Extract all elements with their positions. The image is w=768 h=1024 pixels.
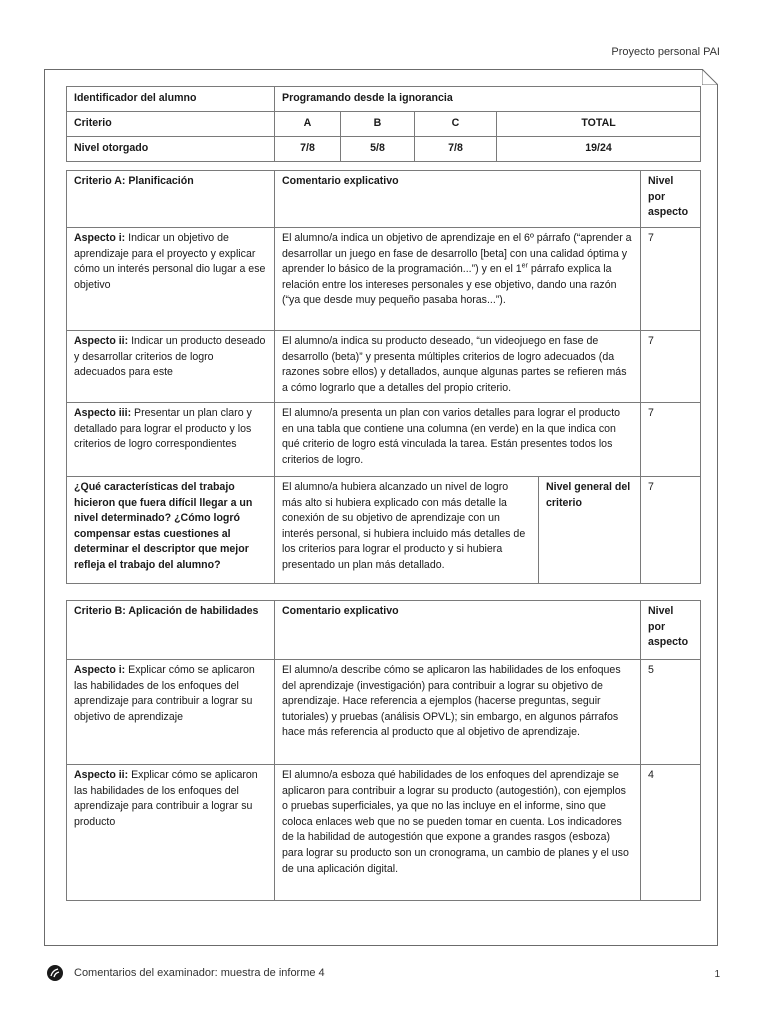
criterion-b-table xyxy=(66,600,701,901)
criterion-b-comment-heading: Comentario explicativo xyxy=(275,601,641,660)
level-total-value: 19/24 xyxy=(497,137,701,162)
summary-table xyxy=(66,86,701,162)
page-corner-fold xyxy=(702,69,718,85)
criterion-b-level-heading: Nivel por aspecto xyxy=(641,601,701,660)
criterion-a-general-level: 7 xyxy=(641,477,701,584)
criteria-b-header: B xyxy=(341,112,415,137)
aspect-level: 7 xyxy=(641,403,701,477)
summary-row-levels xyxy=(67,137,701,162)
criterion-a-table xyxy=(66,170,701,584)
level-b-value: 5/8 xyxy=(341,137,415,162)
aspect-name: Aspecto i: xyxy=(74,664,126,676)
criterion-b-aspect-row xyxy=(67,765,701,901)
aspect-name: Aspecto i: xyxy=(74,232,126,244)
aspect-name: Aspecto iii: xyxy=(74,407,132,419)
criterion-a-heading: Criterio A: Planificación xyxy=(67,171,275,228)
aspect-comment xyxy=(275,228,641,331)
header-project-title: Proyecto personal PAI xyxy=(611,46,720,58)
criteria-c-header: C xyxy=(415,112,497,137)
criterion-a-question-comment: El alumno/a hubiera alcanzado un nivel de logro más alto si hubiera explicado con más detalle la conexión de su objetivo de aprendizaje con un interés personal, si hubiera incluido más detalles de los criterios para lograr el producto y si hubiera presentado un plan más detallado. xyxy=(275,477,539,584)
student-id-value: Programando desde la ignorancia xyxy=(275,87,701,112)
summary-row-id xyxy=(67,87,701,112)
aspect-comment: El alumno/a indica su producto deseado, “un videojuego en fase de desarrollo (beta)” y presenta múltiples criterios de logro adecuados (da razones sobre ellos) y detallados, aunque algunas partes se refieren más a cómo lograrlo que a detalles del propio criterio. xyxy=(275,331,641,403)
criterion-a-header-row xyxy=(67,171,701,228)
aspect-description xyxy=(67,403,275,477)
criterion-a-level-heading: Nivel por aspecto xyxy=(641,171,701,228)
criteria-a-header: A xyxy=(275,112,341,137)
summary-row-criteria xyxy=(67,112,701,137)
aspect-comment: El alumno/a describe cómo se aplicaron las habilidades de los enfoques del aprendizaje (investigación) para contribuir a lograr su objetivo de aprendizaje. Hace referencia a ejemplos (hacerse preguntas, seguir tutoriales) y pruebas (análisis OPVL); sin embargo, en algunos párrafos hace más referencia al producto que al objetivo de aprendizaje. xyxy=(275,660,641,765)
aspect-comment-superscript: er xyxy=(521,262,528,270)
aspect-text: Indicar un producto deseado y desarrollar criterios de logro adecuados para este xyxy=(74,335,266,379)
aspect-comment: El alumno/a esboza qué habilidades de los enfoques del aprendizaje se aplicaron para contribuir a lograr su producto (autogestión), con ejemplos o pruebas superficiales, ya que no las incluye en el informe, sino que coloca enlaces web que no se pueden tomar en cuenta. Los indicadores de la habilidad de autogestión que expone a grandes rasgos (esboza) para lograr su producto son un cronograma, un cambio de planes y el uso de una aplicación digital. xyxy=(275,765,641,901)
criteria-label: Criterio xyxy=(67,112,275,137)
criterion-a-general-label: Nivel general del criterio xyxy=(539,477,641,584)
criteria-total-header: TOTAL xyxy=(497,112,701,137)
aspect-level: 7 xyxy=(641,228,701,331)
aspect-level: 4 xyxy=(641,765,701,901)
aspect-description xyxy=(67,660,275,765)
page-number: 1 xyxy=(714,969,720,980)
aspect-text: Explicar cómo se aplicaron las habilidades de los enfoques del aprendizaje para contribuir a lograr su producto xyxy=(74,769,258,828)
criterion-a-comment-heading: Comentario explicativo xyxy=(275,171,641,228)
aspect-comment-part2: párrafo explica la relación entre los intereses personales y ese objetivo, dando una razón (“ya que desde muy pequeño pasaba horas...”). xyxy=(282,263,617,307)
criterion-b-heading: Criterio B: Aplicación de habilidades xyxy=(67,601,275,660)
criterion-a-question-row xyxy=(67,477,701,584)
aspect-text: Indicar un objetivo de aprendizaje para el proyecto y explicar cómo un interés personal dio lugar a ese objetivo xyxy=(74,232,266,291)
criterion-b-aspect-row xyxy=(67,660,701,765)
aspect-level: 7 xyxy=(641,331,701,403)
aspect-level: 5 xyxy=(641,660,701,765)
aspect-comment-part1: El alumno/a indica un objetivo de aprendizaje en el 6º párrafo (“aprender a desarrollar un juego en fase de desarrollo [beta] con una calidad óptima y aprender lo básico de la programación...”) y en el 1 xyxy=(282,232,632,276)
level-awarded-label: Nivel otorgado xyxy=(67,137,275,162)
aspect-description xyxy=(67,331,275,403)
criterion-a-aspect-row xyxy=(67,331,701,403)
aspect-name: Aspecto ii: xyxy=(74,769,129,781)
level-c-value: 7/8 xyxy=(415,137,497,162)
footer-title: Comentarios del examinador: muestra de informe 4 xyxy=(74,967,325,979)
aspect-description xyxy=(67,228,275,331)
level-a-value: 7/8 xyxy=(275,137,341,162)
aspect-description xyxy=(67,765,275,901)
student-id-label: Identificador del alumno xyxy=(67,87,275,112)
criterion-a-aspect-row xyxy=(67,403,701,477)
criterion-b-header-row xyxy=(67,601,701,660)
aspect-text: Explicar cómo se aplicaron las habilidades de los enfoques del aprendizaje para contribuir a lograr su objetivo de aprendizaje xyxy=(74,664,255,723)
aspect-name: Aspecto ii: xyxy=(74,335,129,347)
criterion-a-aspect-row xyxy=(67,228,701,331)
criterion-a-question: ¿Qué características del trabajo hicieron que fuera difícil llegar a un nivel determinado? ¿Cómo logró compensar estas cuestiones al determinar el descriptor que mejor refleja el trabajo del alumno? xyxy=(67,477,275,584)
aspect-comment: El alumno/a presenta un plan con varios detalles para lograr el producto en una tabla que contiene una columna (en verde) en la que indica con qué criterio de logro está vinculada la tarea. Están presentes todos los criterios de logro. xyxy=(275,403,641,477)
aspect-text: Presentar un plan claro y detallado para lograr el producto y los criterios de logro correspondientes xyxy=(74,407,252,451)
ib-logo-icon xyxy=(46,964,64,982)
